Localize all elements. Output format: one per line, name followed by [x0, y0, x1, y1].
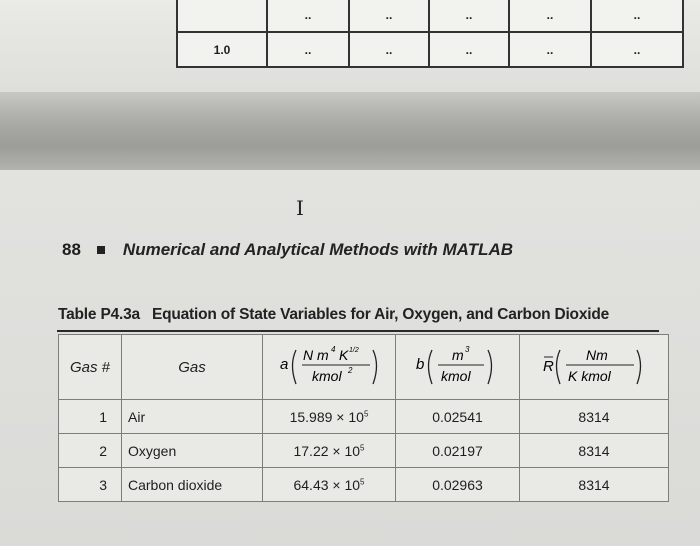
b-numerator: m [451, 347, 464, 363]
table-cell [177, 0, 267, 32]
previous-page [0, 0, 700, 92]
r-prefix: R [543, 358, 554, 375]
running-header [62, 240, 513, 260]
table-row [59, 400, 669, 434]
a-value: $17.22 \times 10^5$ [263, 434, 396, 468]
b-value: 0.02963 [396, 468, 520, 502]
a-numerator: N m [303, 347, 329, 363]
table-row [59, 434, 669, 468]
header-row [59, 335, 669, 400]
b-value: 0.02197 [396, 434, 520, 468]
b-value: 0.02541 [396, 400, 520, 434]
left-paren-icon [557, 350, 561, 384]
gas-name: Oxygen [122, 434, 263, 468]
right-paren-icon [373, 350, 377, 384]
table-cell: .. [429, 32, 509, 67]
right-paren-icon [488, 350, 492, 384]
table-cell: 1.0 [177, 32, 267, 67]
book-title: Numerical and Analytical Methods with MATLAB [122, 240, 514, 259]
table-cell: .. [349, 32, 429, 67]
table-cell: .. [267, 32, 349, 67]
r-value: 8314 [520, 468, 669, 502]
r-denominator: K kmol [568, 368, 611, 384]
table-row [59, 468, 669, 502]
gas-number: 2 [59, 434, 122, 468]
b-denominator: kmol [440, 368, 471, 384]
left-paren-icon [293, 350, 297, 384]
r-value: 8314 [520, 434, 669, 468]
right-paren-icon [637, 350, 641, 384]
header-gas-number: Gas # [59, 335, 122, 400]
a-prefix: a [280, 356, 289, 373]
gas-table [58, 334, 669, 502]
a-value: $15.989 \times 10^5$ [263, 400, 396, 434]
gas-number: 3 [59, 468, 122, 502]
table-number: Table P4.3a [58, 306, 140, 323]
a-denominator: kmol [312, 368, 342, 384]
b-numerator-exp: 3 [464, 345, 469, 354]
table-cell: .. [509, 0, 591, 32]
square-bullet-icon [97, 246, 105, 254]
header-b [396, 335, 520, 400]
table-cell: .. [349, 0, 429, 32]
gas-name: Carbon dioxide [122, 468, 263, 502]
a-numerator-exp: 4 [331, 345, 336, 354]
a-value: $64.43 \times 10^5$ [263, 468, 396, 502]
table-cell: .. [429, 0, 509, 32]
header-gas: Gas [122, 335, 263, 400]
a-numerator-k: K [339, 347, 349, 363]
table-row [177, 0, 683, 32]
previous-table [176, 0, 684, 68]
table-row [177, 32, 683, 67]
caption-rule [57, 330, 659, 332]
gas-name: Air [122, 400, 263, 434]
page-gap [0, 92, 700, 182]
table-cell: .. [591, 0, 683, 32]
header-a [263, 335, 396, 400]
table-caption [58, 306, 609, 324]
table-title: Equation of State Variables for Air, Oxygen, and Carbon Dioxide [151, 306, 610, 323]
r-numerator: Nm [586, 347, 608, 363]
page-number: 88 [62, 240, 81, 259]
a-denominator-exp: 2 [348, 366, 353, 375]
header-r [520, 335, 669, 400]
b-prefix: b [415, 356, 424, 373]
table-cell: .. [591, 32, 683, 67]
text-cursor-icon: I [296, 196, 304, 220]
r-value: 8314 [520, 400, 669, 434]
left-paren-icon [428, 350, 432, 384]
a-numerator-k-exp: 1/2 [349, 347, 359, 354]
table-cell: .. [509, 32, 591, 67]
gas-number: 1 [59, 400, 122, 434]
table-cell: .. [267, 0, 349, 32]
